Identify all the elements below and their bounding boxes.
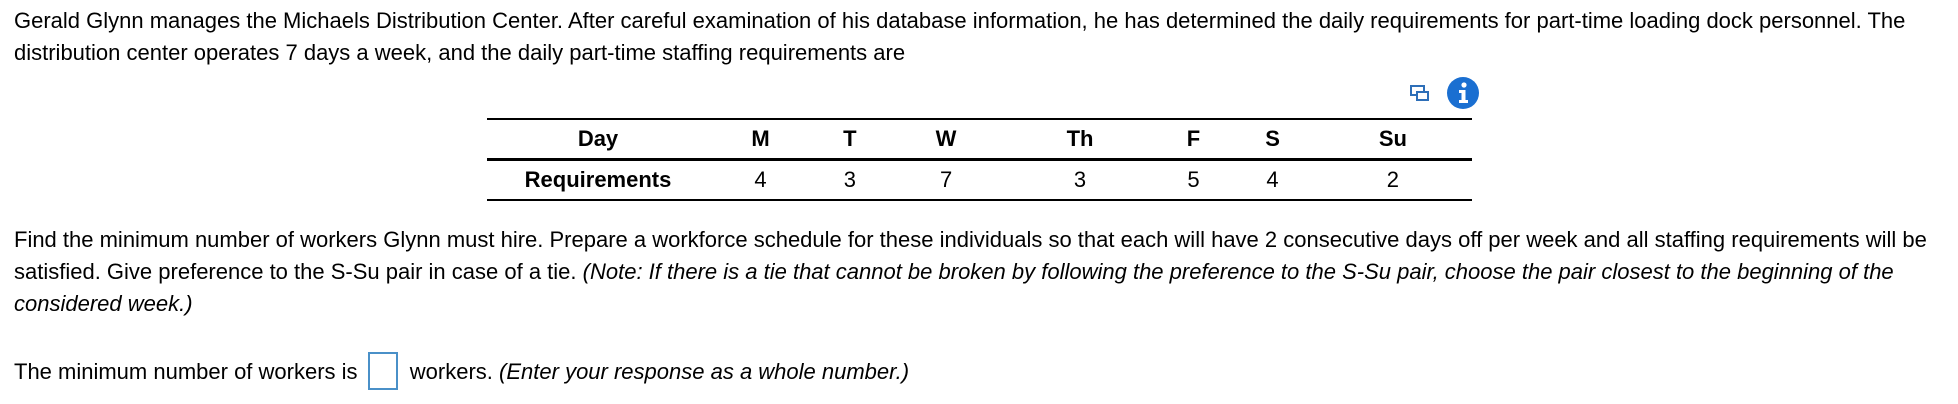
day-cell: Su (1314, 119, 1472, 160)
day-cell: Th (1004, 119, 1155, 160)
requirement-cell: 5 (1156, 160, 1232, 201)
answer-hint: (Enter your response as a whole number.) (499, 358, 910, 384)
requirement-cell: 3 (1004, 160, 1155, 201)
instructions-note: (Note: If there is a tie that cannot be broken by following the preference to the S-Su pair, choose the pair closest to the beginning of the considered week.) (14, 259, 1894, 316)
table-row (487, 160, 1472, 201)
requirements-row-label: Requirements (487, 160, 709, 201)
answer-suffix: workers. (409, 358, 493, 384)
answer-prefix: The minimum number of workers is (14, 358, 358, 384)
instructions-text: Find the minimum number of workers Glynn must hire. Prepare a workforce schedule for these individuals so that each will have 2 consecutive days off per week and all staffing requirements will be satisfied. Give preference to the S-Su pair in case of a tie. (14, 227, 1927, 284)
day-cell: T (812, 119, 888, 160)
instructions-paragraph (14, 224, 1944, 320)
requirement-cell: 3 (812, 160, 888, 201)
day-cell: M (709, 119, 812, 160)
intro-paragraph (14, 5, 1944, 69)
requirement-cell: 2 (1314, 160, 1472, 201)
requirement-cell: 4 (709, 160, 812, 201)
info-icon[interactable] (1446, 76, 1480, 116)
answer-input[interactable] (368, 352, 398, 390)
day-row-label: Day (487, 119, 709, 160)
intro-text: Gerald Glynn manages the Michaels Distribution Center. After careful examination of his database information, he has determined the daily requirements for part-time loading dock personnel. The distribution center operates 7 days a week, and the daily part-time staffing requirements are (14, 8, 1906, 65)
table-header-row (487, 119, 1472, 160)
requirement-cell: 7 (888, 160, 1005, 201)
day-cell: F (1156, 119, 1232, 160)
requirements-table (487, 118, 1472, 201)
day-cell: W (888, 119, 1005, 160)
day-cell: S (1231, 119, 1314, 160)
table-tools (1410, 78, 1480, 114)
answer-line (14, 354, 1944, 392)
requirement-cell: 4 (1231, 160, 1314, 201)
copy-table-icon[interactable] (1410, 83, 1430, 109)
